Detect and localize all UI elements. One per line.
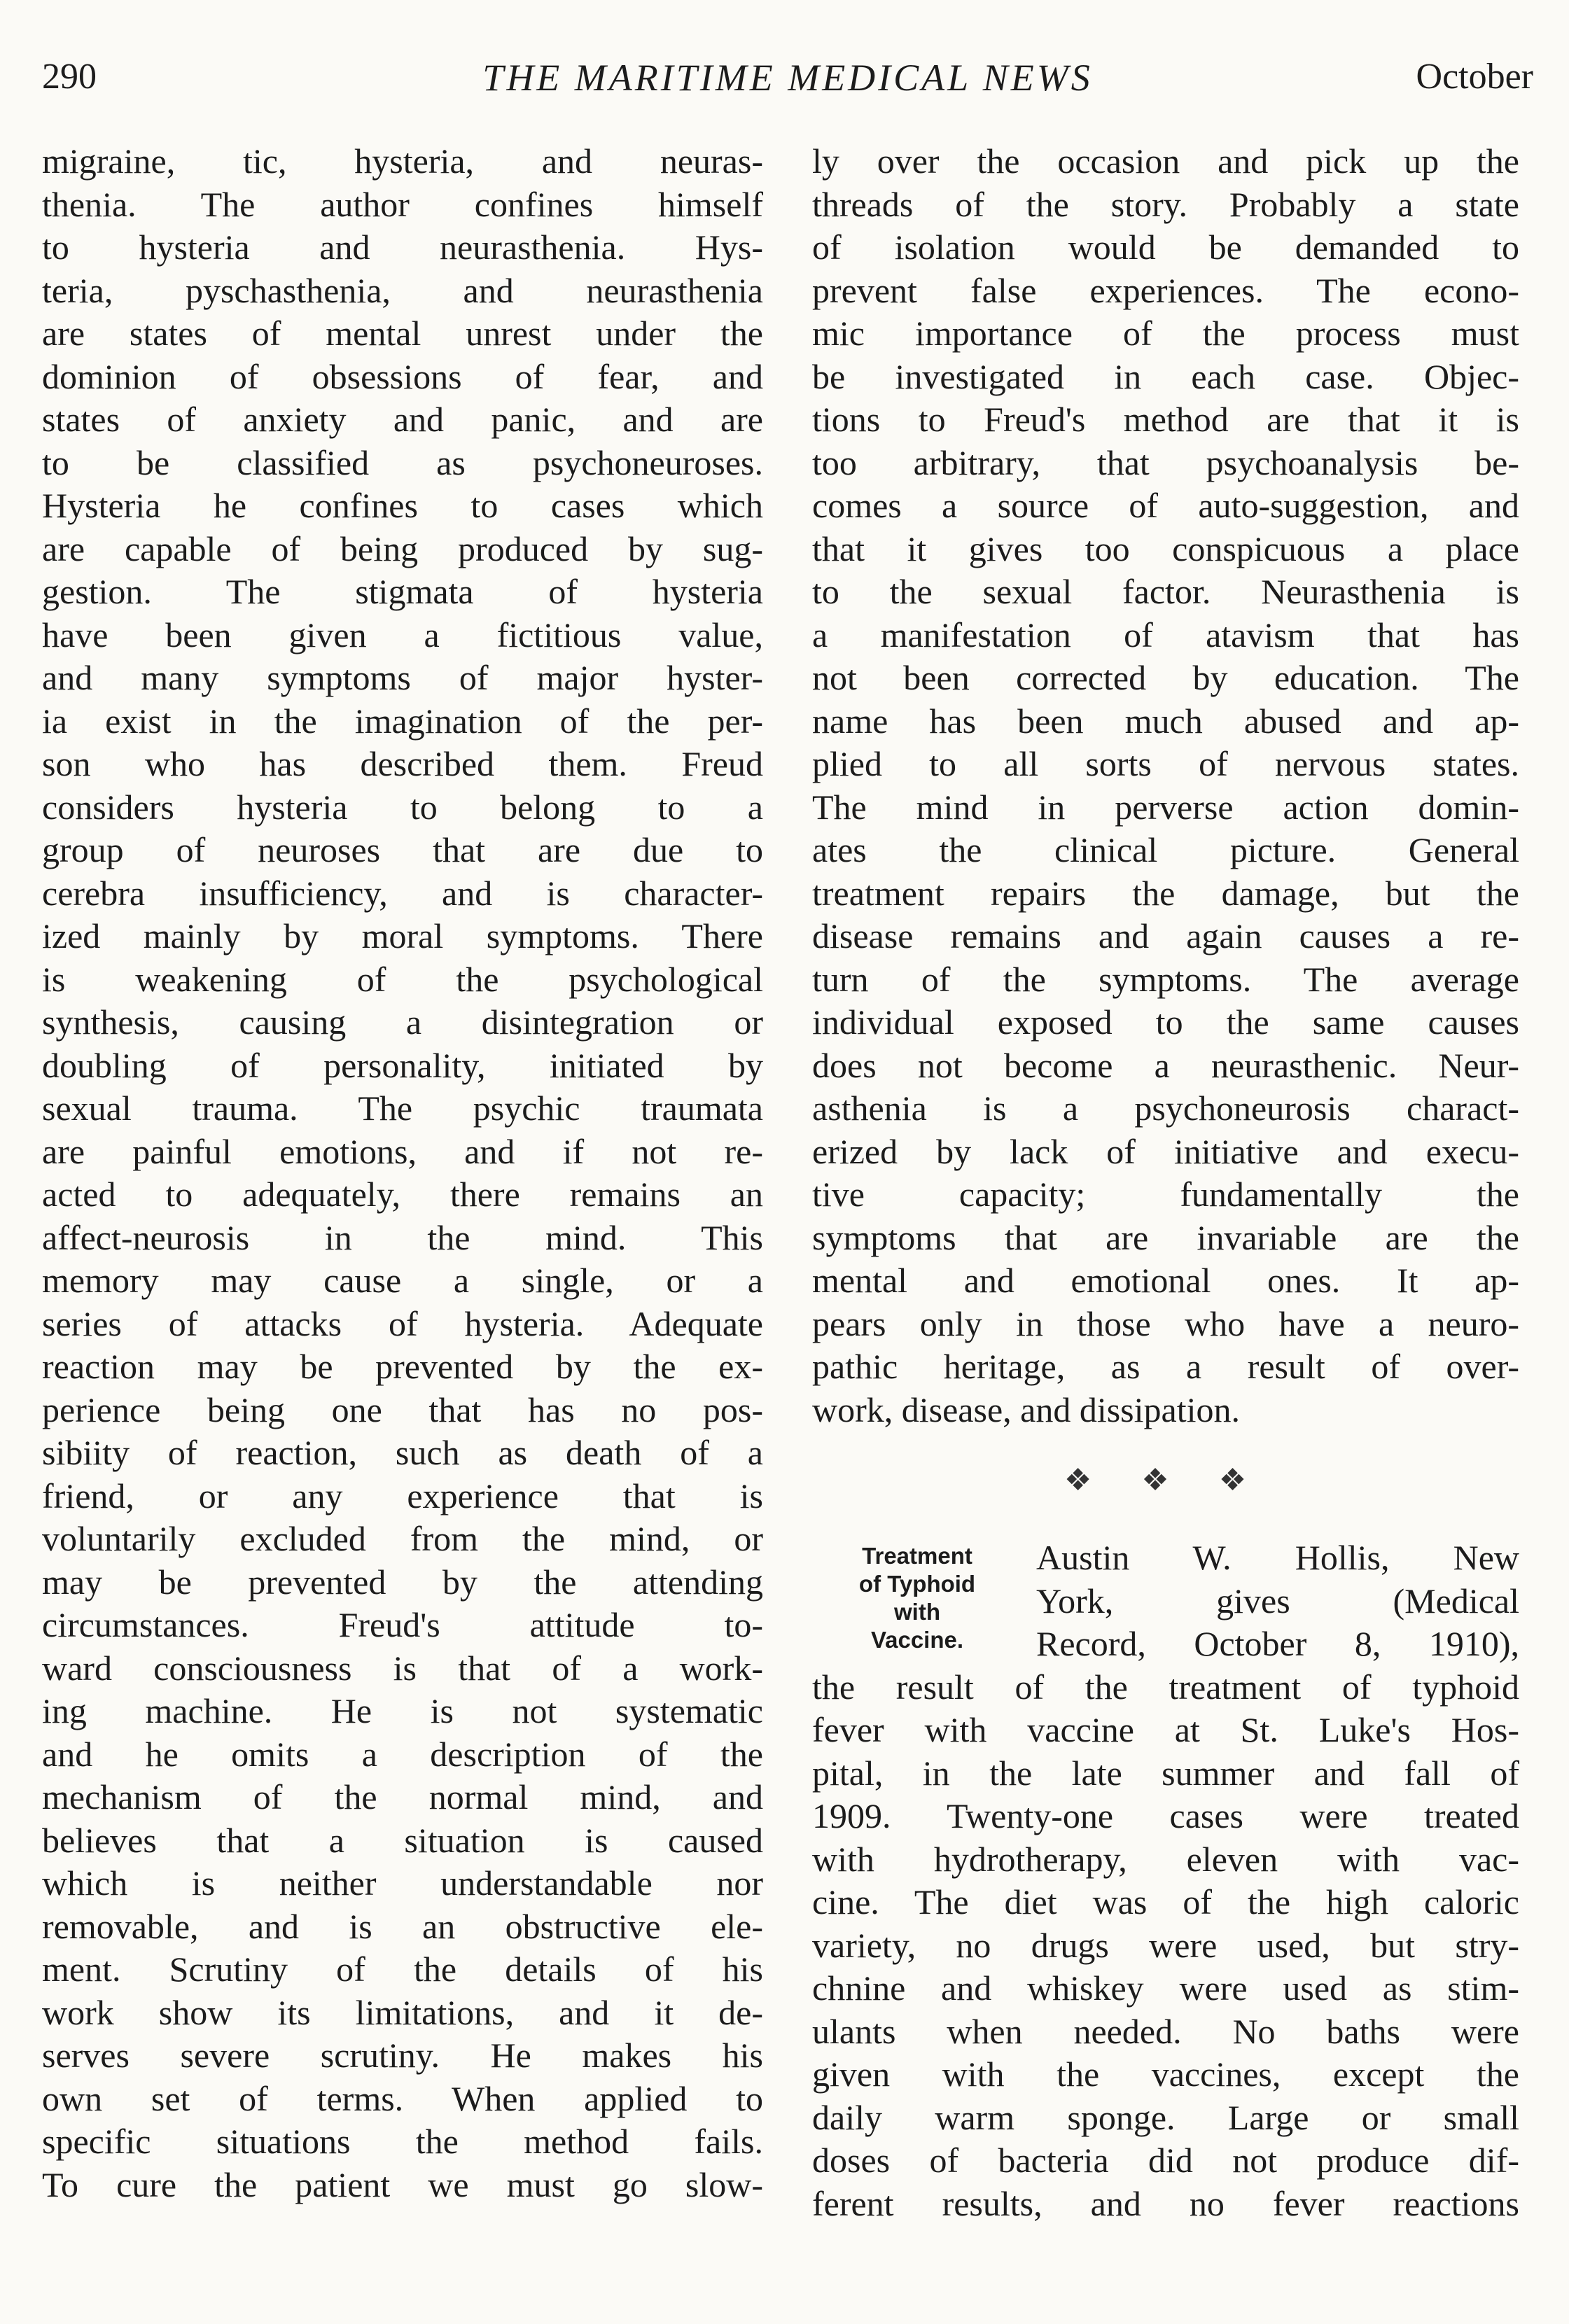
text-line: mental and emotional ones. It ap- — [812, 1261, 1519, 1300]
text-line: ized mainly by moral symptoms. There — [42, 916, 763, 955]
text-line: to the sexual factor. Neurasthenia is — [812, 572, 1519, 611]
text-line: and he omits a description of the — [42, 1734, 763, 1774]
text-line: doubling of personality, initiated by — [42, 1045, 763, 1085]
text-line: which is neither understandable nor — [42, 1863, 763, 1903]
text-line: perience being one that has no pos- — [42, 1390, 763, 1429]
text-line: affect-neurosis in the mind. This — [42, 1217, 763, 1257]
text-line: individual exposed to the same causes — [812, 1002, 1519, 1042]
text-line: group of neuroses that are due to — [42, 830, 763, 869]
text-line: ferent results, and no fever reactions — [812, 2183, 1519, 2223]
text-line: dominion of obsessions of fear, and — [42, 356, 763, 396]
text-line: are states of mental unrest under the — [42, 314, 763, 353]
text-line: gestion. The stigmata of hysteria — [42, 572, 763, 611]
text-line: given with the vaccines, except the — [812, 2054, 1519, 2094]
text-line: with hydrotherapy, eleven with vac- — [812, 1839, 1519, 1879]
sidehead-line: of Typhoid — [858, 1571, 976, 1597]
text-line: too arbitrary, that psychoanalysis be- — [812, 442, 1519, 482]
text-line: fever with vaccine at St. Luke's Hos- — [812, 1710, 1519, 1749]
text-line: pital, in the late summer and fall of — [812, 1753, 1519, 1793]
page-number: 290 — [42, 57, 97, 97]
text-line: doses of bacteria did not produce dif- — [812, 2141, 1519, 2180]
text-line: disease remains and again causes a re- — [812, 916, 1519, 955]
text-line: To cure the patient we must go slow- — [42, 2164, 763, 2204]
text-line: work show its limitations, and it de- — [42, 1992, 763, 2032]
text-line: pathic heritage, as a result of over- — [812, 1347, 1519, 1386]
text-line: migraine, tic, hysteria, and neuras- — [42, 141, 763, 181]
text-line: daily warm sponge. Large or small — [812, 2097, 1519, 2137]
text-line: son who has described them. Freud — [42, 744, 763, 783]
section-sidehead — [812, 1542, 1022, 1654]
section-ornament: ❖ ❖ ❖ — [1064, 1463, 1268, 1497]
text-line: memory may cause a single, or a — [42, 1261, 763, 1300]
text-line: and many symptoms of major hyster- — [42, 658, 763, 697]
text-line: threads of the story. Probably a state — [812, 184, 1519, 224]
text-line: be investigated in each case. Objec- — [812, 356, 1519, 396]
text-line: ment. Scrutiny of the details of his — [42, 1949, 763, 1989]
text-line: sexual trauma. The psychic traumata — [42, 1088, 763, 1128]
text-line: to be classified as psychoneuroses. — [42, 442, 763, 482]
right-column — [812, 140, 1519, 2225]
text-line: believes that a situation is caused — [42, 1820, 763, 1860]
text-line: considers hysteria to belong to a — [42, 787, 763, 827]
text-line: cerebra insufficiency, and is character- — [42, 873, 763, 913]
issue-month: October — [1416, 57, 1533, 97]
text-line: removable, and is an obstructive ele- — [42, 1906, 763, 1946]
text-line: teria, pyschasthenia, and neurasthenia — [42, 270, 763, 310]
text-line: mechanism of the normal mind, and — [42, 1777, 763, 1816]
text-line: work, disease, and dissipation. — [812, 1390, 1241, 1429]
sidehead-line: with — [894, 1599, 940, 1625]
text-line: variety, no drugs were used, but stry- — [812, 1925, 1519, 1965]
right-column-text — [812, 140, 1519, 1432]
left-column — [42, 140, 763, 2206]
text-line: tive capacity; fundamentally the — [812, 1175, 1519, 1214]
text-line: own set of terms. When applied to — [42, 2078, 763, 2118]
text-line: have been given a fictitious value, — [42, 615, 763, 654]
text-line: ates the clinical picture. General — [812, 830, 1519, 869]
text-line: prevent false experiences. The econo- — [812, 270, 1519, 310]
text-line: not been corrected by education. The — [812, 658, 1519, 697]
text-line: synthesis, causing a disintegration or — [42, 1002, 763, 1042]
text-line: plied to all sorts of nervous states. — [812, 744, 1519, 783]
text-line: Hysteria he confines to cases which — [42, 486, 763, 525]
text-line: may be prevented by the attending — [42, 1562, 763, 1602]
running-header — [42, 56, 1533, 112]
text-line: ing machine. He is not systematic — [42, 1691, 763, 1730]
text-line: ia exist in the imagination of the per- — [42, 701, 763, 741]
text-line: a manifestation of atavism that has — [812, 615, 1519, 654]
text-line: chnine and whiskey were used as stim- — [812, 1968, 1519, 2008]
text-line: states of anxiety and panic, and are — [42, 400, 763, 439]
text-line: cine. The diet was of the high caloric — [812, 1882, 1519, 1921]
text-line: erized by lack of initiative and execu- — [812, 1131, 1519, 1171]
text-line: name has been much abused and ap- — [812, 701, 1519, 741]
text-line: tions to Freud's method are that it is — [812, 400, 1519, 439]
text-line: reaction may be prevented by the ex- — [42, 1347, 763, 1386]
text-line: ward consciousness is that of a work- — [42, 1648, 763, 1688]
text-line: symptoms that are invariable are the — [812, 1217, 1519, 1257]
sidehead-line: Vaccine. — [870, 1627, 964, 1653]
text-line: ly over the occasion and pick up the — [812, 141, 1519, 181]
text-line: mic importance of the process must — [812, 314, 1519, 353]
text-line: asthenia is a psychoneurosis charact- — [812, 1088, 1519, 1128]
text-line: of isolation would be demanded to — [812, 227, 1519, 267]
text-line: Austin W. Hollis, New — [1036, 1538, 1519, 1577]
text-line: thenia. The author confines himself — [42, 184, 763, 224]
typhoid-vaccine-section — [812, 1536, 1519, 2225]
text-line: voluntarily excluded from the mind, or — [42, 1519, 763, 1558]
sidehead-line: Treatment — [862, 1543, 972, 1569]
text-line: circumstances. Freud's attitude to- — [42, 1605, 763, 1644]
text-line: 1909. Twenty-one cases were treated — [812, 1796, 1519, 1835]
section-body — [812, 1666, 1519, 2226]
text-line: Record, October 8, 1910), — [1036, 1624, 1519, 1663]
text-line: series of attacks of hysteria. Adequate — [42, 1303, 763, 1343]
text-line: sibiity of reaction, such as death of a — [42, 1433, 763, 1472]
text-line: ulants when needed. No baths were — [812, 2011, 1519, 2051]
text-line: friend, or any experience that is — [42, 1476, 763, 1516]
text-line: are painful emotions, and if not re- — [42, 1131, 763, 1171]
text-line: The mind in perverse action domin- — [812, 787, 1519, 827]
text-line: that it gives too conspicuous a place — [812, 528, 1519, 568]
text-line: to hysteria and neurasthenia. Hys- — [42, 227, 763, 267]
text-line: does not become a neurasthenic. Neur- — [812, 1045, 1519, 1085]
text-line: serves severe scrutiny. He makes his — [42, 2036, 763, 2075]
text-line: pears only in those who have a neuro- — [812, 1303, 1519, 1343]
text-line: York, gives (Medical — [1036, 1581, 1519, 1620]
journal-title: THE MARITIME MEDICAL NEWS — [482, 57, 1093, 99]
text-line: comes a source of auto-suggestion, and — [812, 486, 1519, 525]
text-line: specific situations the method fails. — [42, 2122, 763, 2161]
text-line: turn of the symptoms. The average — [812, 959, 1519, 999]
text-line: are capable of being produced by sug- — [42, 528, 763, 568]
text-line: acted to adequately, there remains an — [42, 1175, 763, 1214]
text-line: the result of the treatment of typhoid — [812, 1667, 1519, 1707]
text-line: is weakening of the psychological — [42, 959, 763, 999]
text-line: treatment repairs the damage, but the — [812, 873, 1519, 913]
